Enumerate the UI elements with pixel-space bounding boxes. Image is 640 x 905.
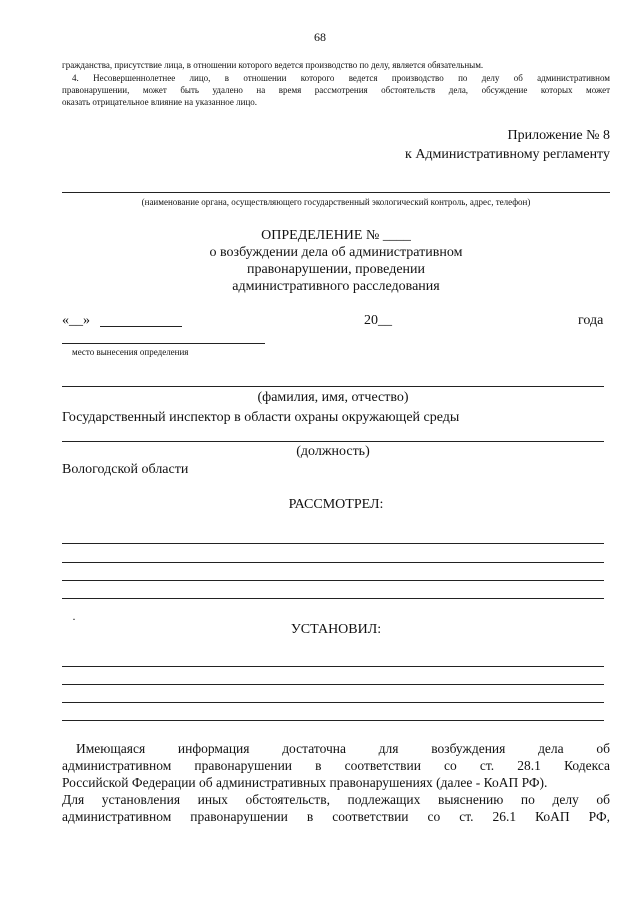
title-line: правонарушении, проведении (246, 262, 426, 277)
inspector-line: Государственный инспектор в области охраны окружающей среды (62, 410, 460, 425)
blank-line (62, 343, 265, 344)
blank-line (62, 562, 604, 563)
paragraph-line: Для установления иных обстоятельств, подлежащих выяснению по делу об (62, 792, 610, 807)
appendix-number: Приложение № 8 (507, 128, 610, 143)
blank-line (62, 666, 604, 667)
blank-line (62, 386, 604, 387)
title-line: административного расследования (232, 279, 440, 294)
text-line: оказать отрицательное влияние на указанное лицо. (62, 97, 258, 107)
date-year-word: года (578, 313, 604, 328)
stray-mark: · (72, 612, 76, 626)
established-heading: УСТАНОВИЛ: (290, 622, 382, 637)
blank-line (62, 580, 604, 581)
considered-heading: РАССМОТРЕЛ: (288, 497, 384, 512)
paragraph-line: административном правонарушении в соответствии со ст. 28.1 Кодекса (62, 758, 610, 773)
blank-line (62, 720, 604, 721)
paragraph-line: Российской Федерации об административных правонарушениях (далее - КоАП РФ). (62, 775, 548, 790)
blank-line (62, 441, 604, 442)
blank-line (62, 543, 604, 544)
paragraph-line: Имеющаяся информация достаточна для возбуждения дела об (76, 741, 610, 756)
fio-caption: (фамилия, имя, отчество) (257, 390, 409, 405)
date-day: «__» (62, 313, 90, 328)
blank-line (62, 684, 604, 685)
paragraph-line: административном правонарушении в соответствии со ст. 26.1 КоАП РФ, (62, 809, 610, 824)
blank-line (62, 598, 604, 599)
title-line: о возбуждении дела об административном (209, 245, 463, 260)
document-title: ОПРЕДЕЛЕНИЕ № ____ (261, 228, 411, 243)
blank-line (62, 192, 610, 193)
place-caption: место вынесения определения (72, 347, 189, 357)
position-caption: (должность) (296, 444, 370, 459)
region-text: Вологодской области (62, 462, 189, 477)
text-line: 4. Несовершеннолетнее лицо, в отношении которого ведется производство по делу об административном (72, 73, 610, 83)
text-line: правонарушении, может быть удалено на время рассмотрения обстоятельств дела, обсуждение которых может (62, 85, 610, 95)
blank-line (62, 702, 604, 703)
text-line: гражданства, присутствие лица, в отношении которого ведется производство по делу, является обязательным. (62, 60, 484, 70)
appendix-reference: к Административному регламенту (405, 147, 610, 162)
page-number: 68 (314, 30, 326, 44)
date-year: 20__ (364, 313, 392, 328)
blank-line (100, 326, 182, 327)
org-caption: (наименование органа, осуществляющего государственный экологический контроль, адрес, телефон) (141, 197, 531, 207)
